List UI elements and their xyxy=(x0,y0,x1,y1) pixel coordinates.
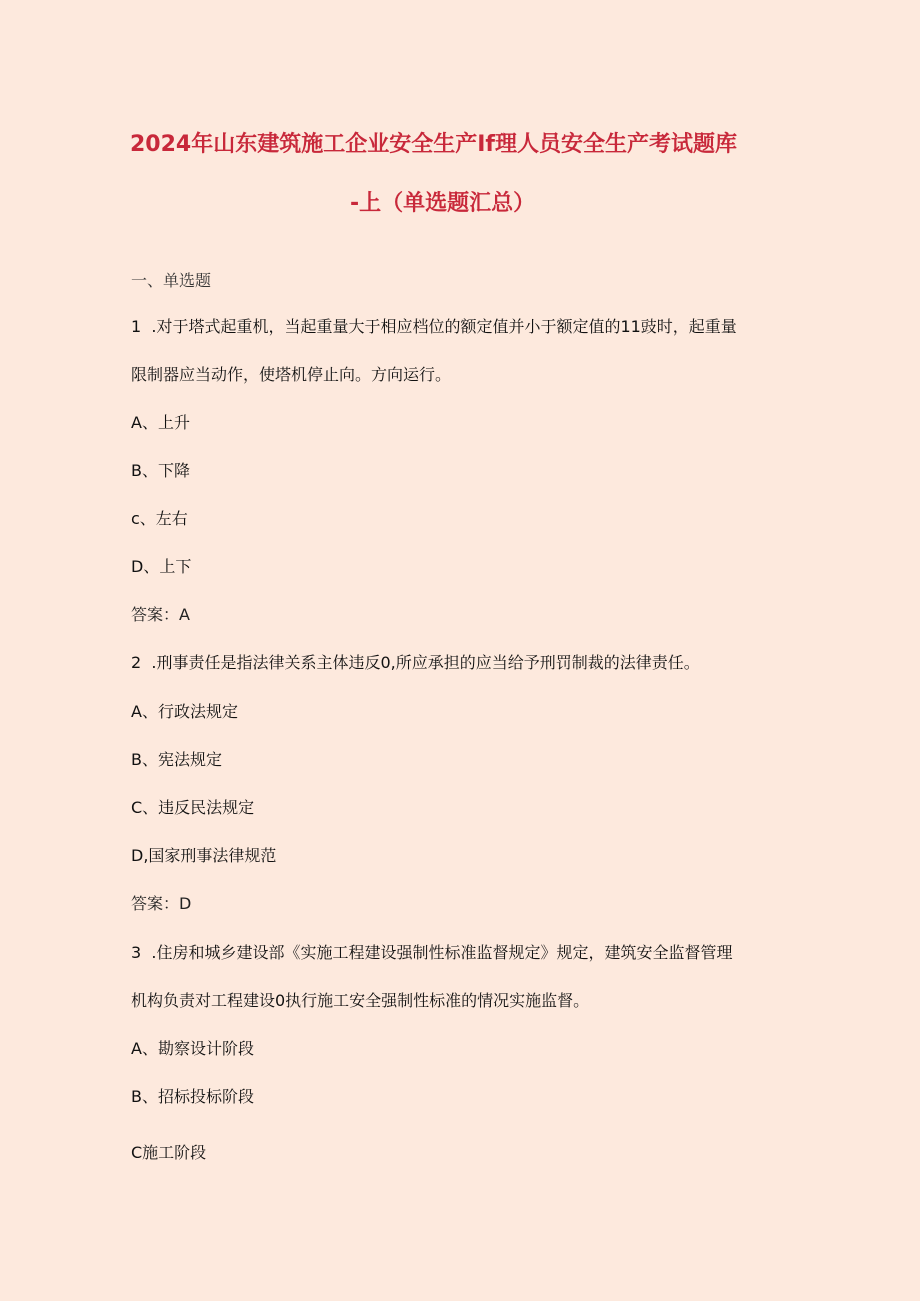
question-1-option-b: B、下降 xyxy=(131,461,190,480)
question-2-answer: 答案：D xyxy=(131,894,192,913)
question-1-text-line-2: 限制器应当动作，使塔机停止向。方向运行。 xyxy=(131,365,452,384)
question-3-option-c: C施工阶段 xyxy=(131,1143,207,1162)
question-1-option-c: c、左右 xyxy=(131,509,188,528)
document-title-line-1: 2024年山东建筑施工企业安全生产If理人员安全生产考试题库 xyxy=(130,132,737,157)
question-2-option-a: A、行政法规定 xyxy=(131,702,238,721)
question-2-option-d: D,国家刑事法律规范 xyxy=(131,846,277,865)
question-1-text-line-1: 1 .对于塔式起重机，当起重量大于相应档位的额定值并小于额定值的11豉时，起重量 xyxy=(131,317,737,336)
section-heading: 一、单选题 xyxy=(131,271,212,290)
question-1-option-d: D、上下 xyxy=(131,557,192,576)
question-1-option-a: A、上升 xyxy=(131,413,190,432)
question-3-option-b: B、招标投标阶段 xyxy=(131,1087,254,1106)
question-2-text-line-1: 2 .刑事责任是指法律关系主体违反0,所应承担的应当给予刑罚制裁的法律责任。 xyxy=(131,653,700,672)
question-3-text-line-1: 3 .住房和城乡建设部《实施工程建设强制性标准监督规定》规定，建筑安全监督管理 xyxy=(131,943,733,962)
question-3-text-line-2: 机构负责对工程建设0执行施工安全强制性标准的情况实施监督。 xyxy=(131,991,590,1010)
question-1-answer: 答案：A xyxy=(131,605,190,624)
question-2-option-c: C、违反民法规定 xyxy=(131,798,255,817)
question-3-option-a: A、勘察设计阶段 xyxy=(131,1039,254,1058)
document-title-line-2: -上（单选题汇总） xyxy=(350,191,536,216)
question-2-option-b: B、宪法规定 xyxy=(131,750,222,769)
